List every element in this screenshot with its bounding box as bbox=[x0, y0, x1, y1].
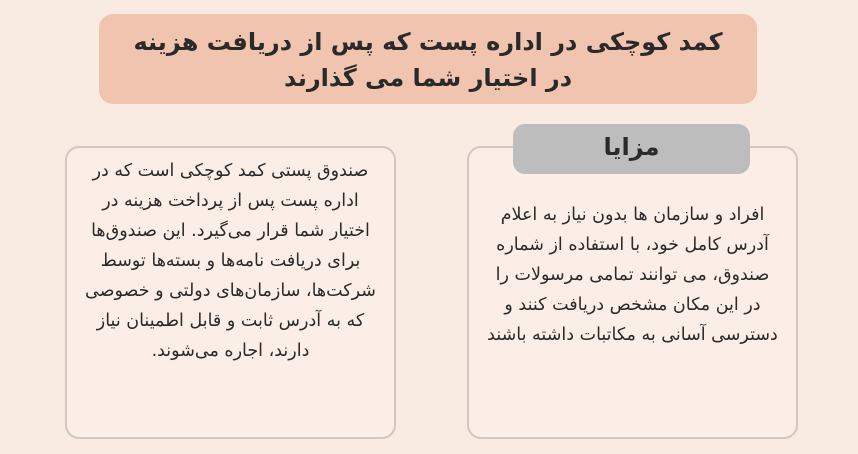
title-banner bbox=[99, 14, 757, 104]
page-title: کمد کوچکی در اداره پست که پس از دریافت هزینه در اختیار شما می گذارند bbox=[133, 28, 723, 92]
definition-text: صندوق پستی کمد کوچکی است که در اداره پست پس از پرداخت هزینه در اختیار شما قرار می‌گیرد. این صندوق‌ها برای دریافت نامه‌ها و بسته‌ها توسط شرکت‌ها، سازمان‌های دولتی و خصوصی که به آدرس ثابت و قابل اطمینان نیاز دارند، اجاره می‌شوند. bbox=[85, 161, 376, 361]
advantages-label-text: مزایا bbox=[603, 133, 660, 161]
definition-card bbox=[65, 146, 396, 439]
advantages-text: افراد و سازمان ها بدون نیاز به اعلام آدرس کامل خود، با استفاده از شماره صندوق، می توانند تمامی مرسولات را در این مکان مشخص دریافت کنند و دسترسی آسانی به مکاتبات داشته باشند bbox=[487, 205, 778, 345]
advantages-card bbox=[467, 146, 798, 439]
advantages-label bbox=[513, 124, 750, 174]
